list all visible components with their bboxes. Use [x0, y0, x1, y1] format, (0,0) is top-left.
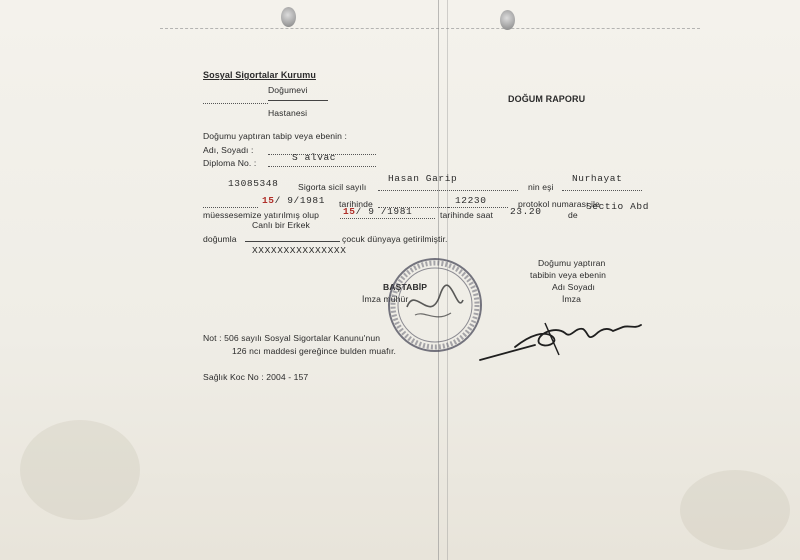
doctor-block-line1: Doğumu yaptıran — [538, 258, 606, 268]
dotted-line — [203, 207, 258, 208]
protocol-label: protokol numarası ile — [518, 199, 600, 209]
dotted-line — [268, 166, 376, 167]
dotted-line — [448, 207, 508, 208]
name-label: Adı, Soyadı : — [203, 145, 254, 155]
note-line1: Not : 506 sayılı Sosyal Sigortalar Kanunu'nun — [203, 333, 381, 343]
note-line2: 126 ncı maddesi gereğince bulden muafır. — [232, 346, 397, 356]
result-label: çocuk dünyaya getirilmiştir. — [342, 234, 448, 244]
official-stamp — [385, 255, 485, 355]
dotted-line — [203, 103, 268, 104]
chief-sign-label: İmza mühür — [362, 294, 409, 304]
delivery-method: Sectio Abd — [586, 201, 650, 212]
doctor-block-line3: Adı Soyadı — [552, 282, 596, 292]
rule-line — [245, 241, 340, 242]
date1-label: tarihinde — [339, 199, 373, 209]
spouse-label: nin eşi — [528, 182, 554, 192]
attendant-label: Doğumu yaptıran tabip veya ebenin : — [203, 131, 347, 141]
time-label: tarihinde saat — [440, 210, 493, 220]
dotted-line — [340, 218, 435, 219]
dotted-line — [378, 190, 518, 191]
time-value: 23.20 — [510, 206, 542, 217]
punch-hole — [500, 10, 515, 30]
diploma-value: S alvac — [292, 152, 337, 163]
dogumevi-label: Doğumevi — [268, 85, 308, 95]
date1-day: 15 — [262, 195, 275, 206]
spouse-name: Nurhayat — [572, 173, 623, 184]
insured-name: Hasan Garip — [388, 173, 458, 184]
de-label: de — [568, 210, 578, 220]
date1-rest: / 9/1981 — [274, 195, 326, 206]
hastanesi-label: Hastanesi — [268, 108, 308, 118]
paper-stain — [680, 470, 790, 550]
admission-label: müessesemize yatırılmış olup — [203, 210, 319, 220]
crossed-text: XXXXXXXXXXXXXXX — [252, 245, 347, 256]
protocol-value: 12230 — [455, 195, 487, 206]
handwritten-signature — [475, 305, 655, 365]
doctor-block-line4: İmza — [562, 294, 582, 304]
report-title: DOĞUM RAPORU — [508, 94, 586, 104]
diploma-label: Diploma No. : — [203, 158, 257, 168]
date2 — [343, 206, 412, 217]
status-options: Canlı bir Erkek — [252, 220, 310, 230]
dotted-line — [562, 190, 642, 191]
date2-day: 15 — [343, 206, 356, 217]
insured-label: Sigorta sicil sayılı — [298, 182, 367, 192]
rule-line — [268, 100, 328, 101]
birth-label: doğumla — [203, 234, 237, 244]
health-code: Sağlık Koc No : 2004 - 157 — [203, 372, 309, 382]
top-border-line — [160, 28, 700, 30]
registry-number: 13085348 — [228, 178, 279, 189]
doctor-block-line2: tabibin veya ebenin — [530, 270, 606, 280]
date1 — [262, 195, 325, 206]
chief-label: BAŞTABİP — [383, 282, 428, 292]
institution-name: Sosyal Sigortalar Kurumu — [203, 70, 316, 80]
punch-hole — [281, 7, 296, 27]
date2-rest: / 9 /1981 — [355, 206, 413, 217]
paper-stain — [20, 420, 140, 520]
